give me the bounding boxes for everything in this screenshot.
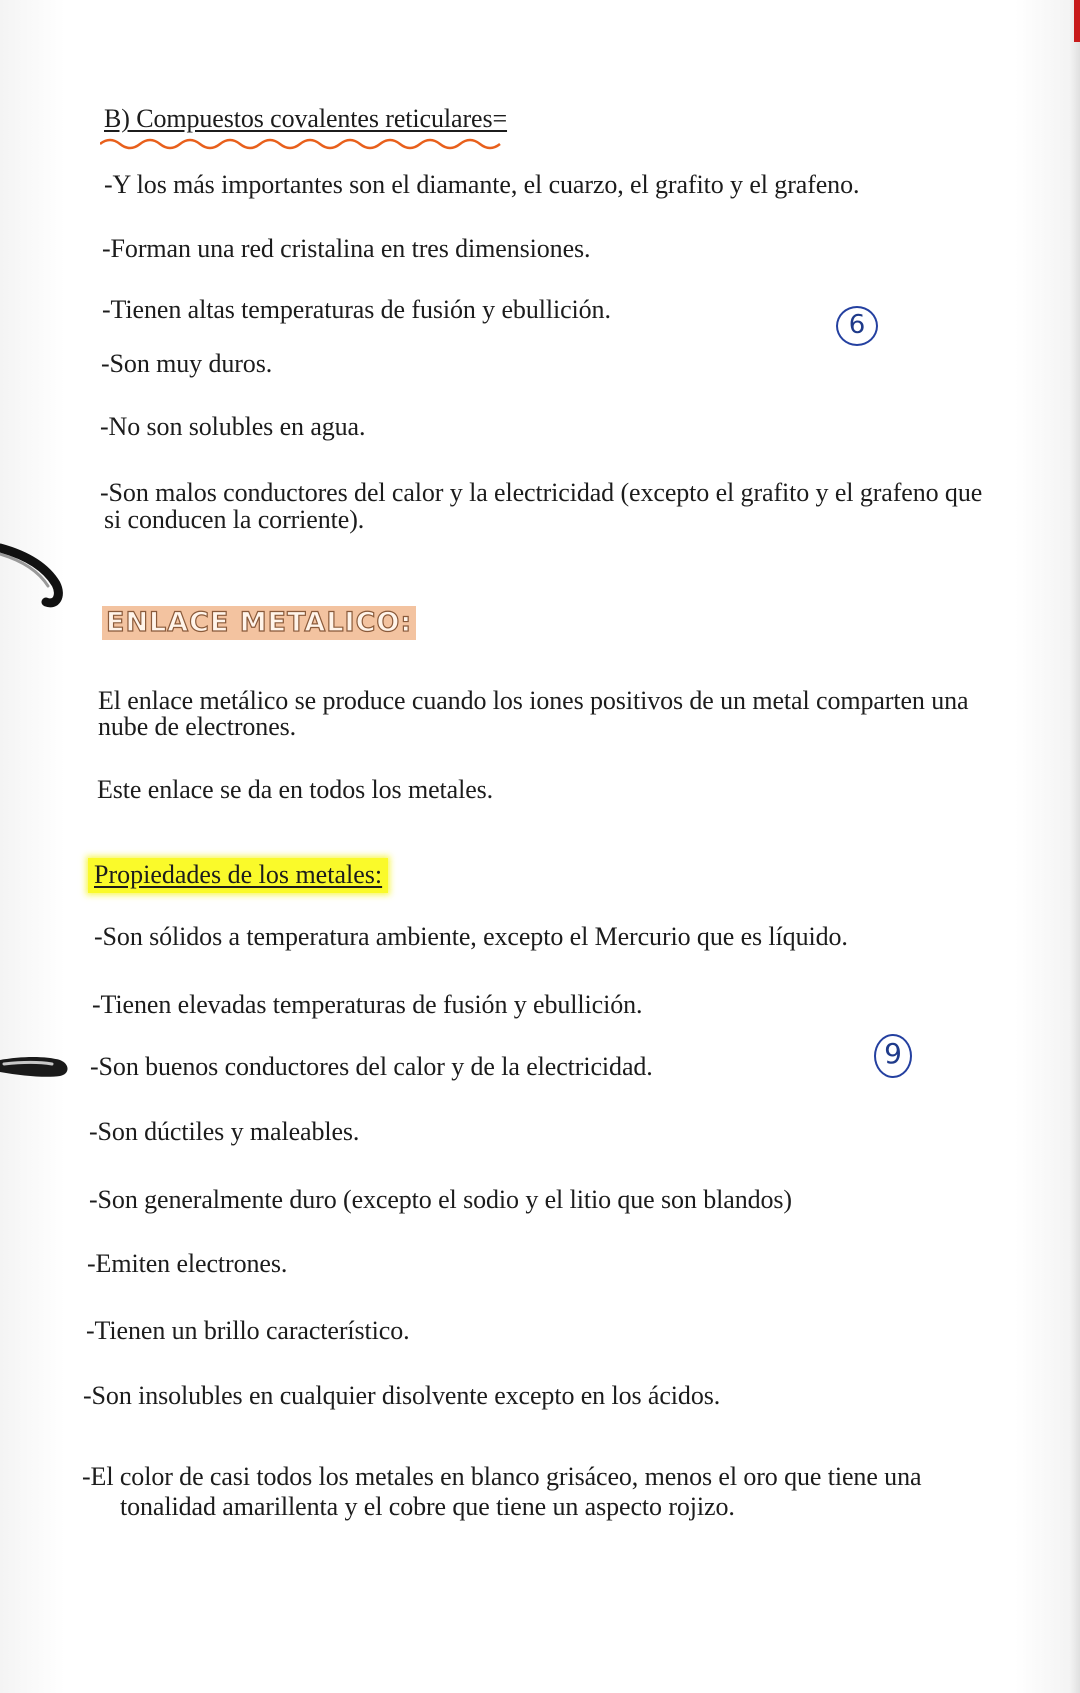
properties-heading: Propiedades de los metales: xyxy=(88,858,388,893)
section-b-item: -Y los más importantes son el diamante, el cuarzo, el grafito y el grafeno. xyxy=(104,170,860,199)
section-b-item: -Son muy duros. xyxy=(101,349,273,378)
property-item: -Emiten electrones. xyxy=(87,1249,288,1278)
section-b-heading: B) Compuestos covalentes reticulares= xyxy=(104,104,508,133)
binder-ring-top xyxy=(0,540,70,620)
metallic-bond-paragraph-line: nube de electrones. xyxy=(98,712,297,741)
metallic-bond-paragraph-line: El enlace metálico se produce cuando los iones positivos de un metal comparten una xyxy=(98,686,969,715)
property-item: -Tienen elevadas temperaturas de fusión y ebullición. xyxy=(92,990,643,1019)
section-b-item: -No son solubles en agua. xyxy=(100,412,366,441)
circled-number-annotation: 9 xyxy=(874,1034,912,1078)
property-item: -Son sólidos a temperatura ambiente, excepto el Mercurio que es líquido. xyxy=(94,922,848,951)
red-tab-mark xyxy=(1074,0,1080,42)
metallic-bond-paragraph: Este enlace se da en todos los metales. xyxy=(97,775,494,804)
property-item: -Son generalmente duro (excepto el sodio y el litio que son blandos) xyxy=(89,1185,792,1214)
orange-squiggle-underline xyxy=(100,136,510,150)
property-item: -Tienen un brillo característico. xyxy=(86,1316,410,1345)
property-item: -Son buenos conductores del calor y de la electricidad. xyxy=(90,1052,653,1081)
binder-ring-bottom xyxy=(0,1040,80,1090)
circled-number-annotation: 6 xyxy=(836,306,878,346)
section-b-item: -Tienen altas temperaturas de fusión y ebullición. xyxy=(102,295,611,324)
property-item: -Son insolubles en cualquier disolvente excepto en los ácidos. xyxy=(83,1381,721,1410)
property-item: -El color de casi todos los metales en blanco grisáceo, menos el oro que tiene una xyxy=(82,1462,922,1491)
section-b-item: -Son malos conductores del calor y la electricidad (excepto el grafito y el grafeno que xyxy=(100,478,983,507)
section-b-item: si conducen la corriente). xyxy=(104,505,365,534)
metallic-bond-title: ENLACE METALICO: xyxy=(102,606,416,640)
property-item: tonalidad amarillenta y el cobre que tiene un aspecto rojizo. xyxy=(120,1492,735,1521)
property-item: -Son dúctiles y maleables. xyxy=(89,1117,360,1146)
page-edge-shadow xyxy=(1070,0,1080,1693)
section-b-item: -Forman una red cristalina en tres dimensiones. xyxy=(102,234,591,263)
